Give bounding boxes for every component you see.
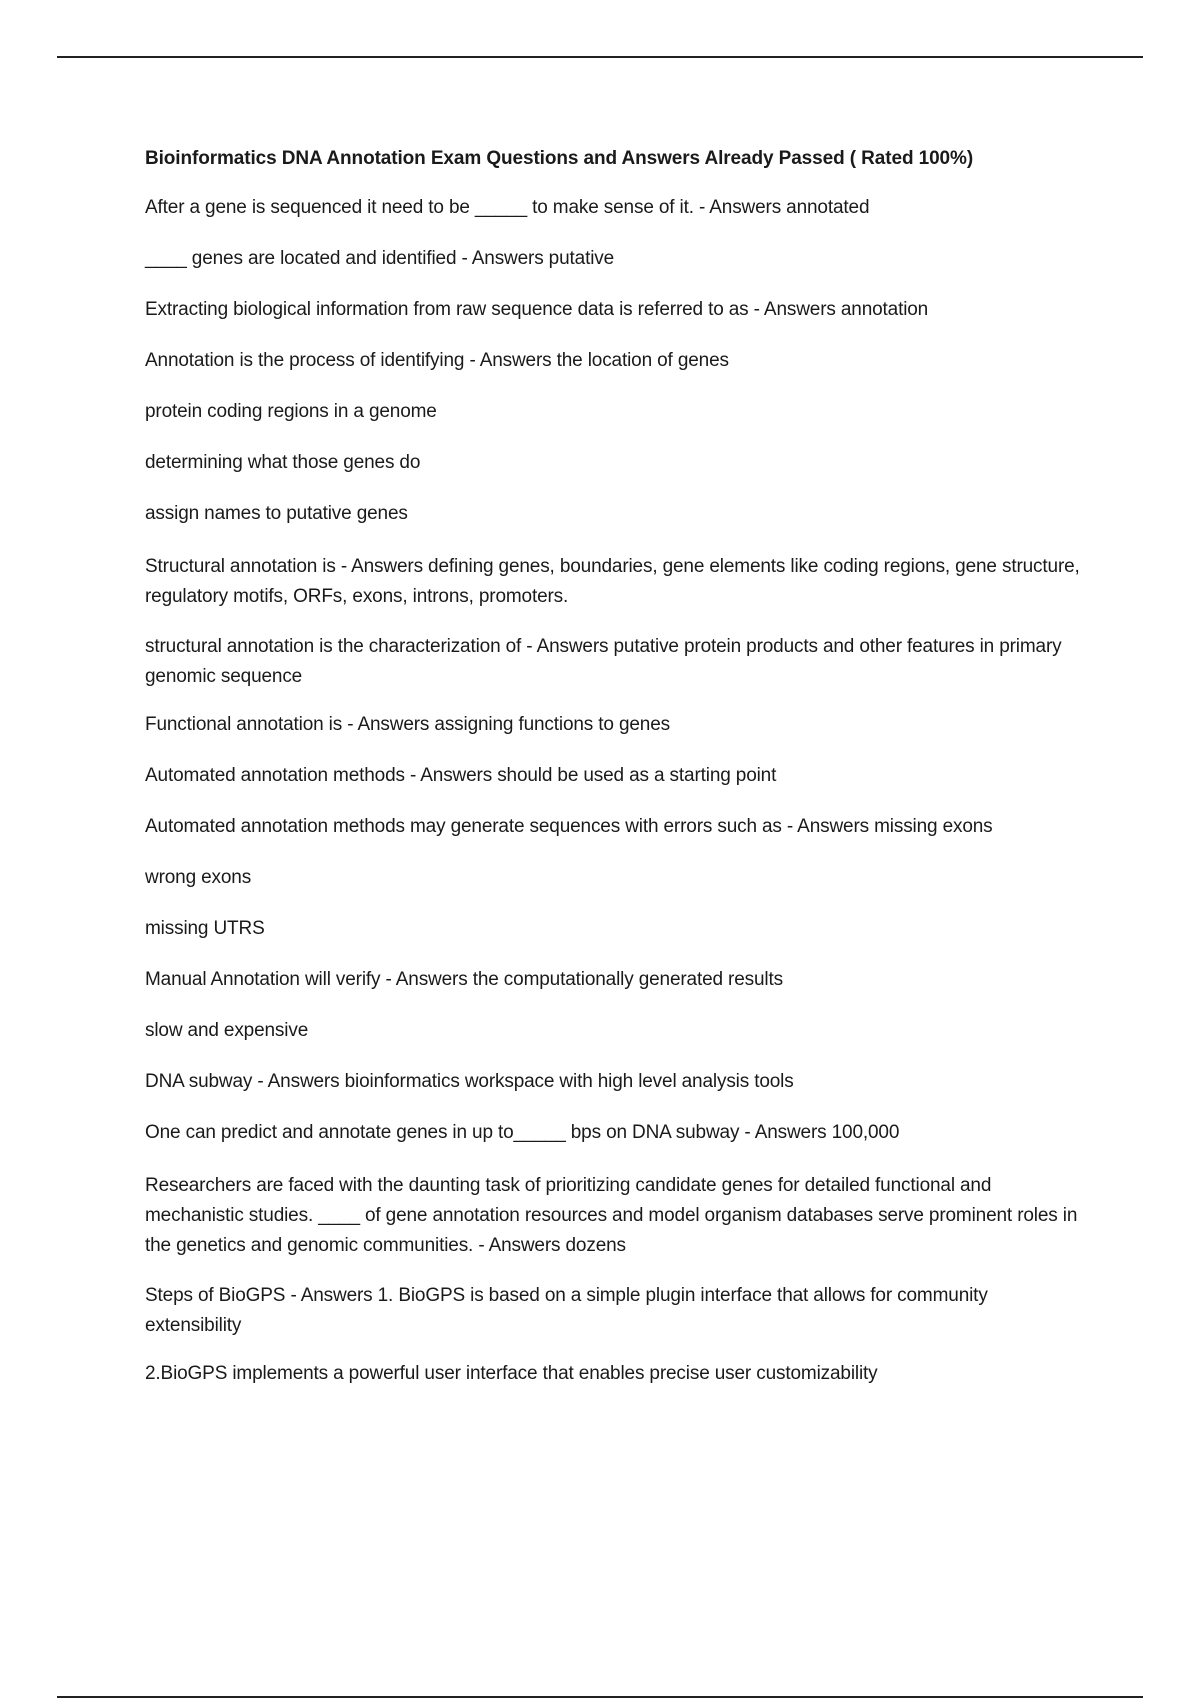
qa-paragraph: One can predict and annotate genes in up to_____ bps on DNA subway - Answers 100,000 bbox=[145, 1122, 900, 1143]
qa-paragraph: Researchers are faced with the daunting task of prioritizing candidate genes for detailed functional and mechanistic studies. ____ of gene annotation resources and model organism databases serve prominent roles in the genetics and genomic communities. - Answers dozens bbox=[145, 1175, 1078, 1256]
qa-paragraph: Automated annotation methods may generate sequences with errors such as - Answers missing exons bbox=[145, 816, 993, 837]
qa-paragraph: Extracting biological information from raw sequence data is referred to as - Answers annotation bbox=[145, 299, 929, 320]
qa-paragraph: After a gene is sequenced it need to be _____ to make sense of it. - Answers annotated bbox=[145, 197, 870, 218]
footer-rule bbox=[57, 1696, 1143, 1698]
qa-paragraph: structural annotation is the characterization of - Answers putative protein products and other features in primary genomic sequence bbox=[145, 636, 1062, 687]
qa-paragraph: ____ genes are located and identified - Answers putative bbox=[145, 248, 615, 269]
qa-paragraph: slow and expensive bbox=[145, 1020, 309, 1041]
qa-paragraph: Annotation is the process of identifying - Answers the location of genes bbox=[145, 350, 729, 371]
qa-paragraph: protein coding regions in a genome bbox=[145, 401, 437, 422]
qa-paragraph: assign names to putative genes bbox=[145, 503, 408, 524]
qa-paragraph: DNA subway - Answers bioinformatics workspace with high level analysis tools bbox=[145, 1071, 794, 1092]
qa-paragraph: Steps of BioGPS - Answers 1. BioGPS is based on a simple plugin interface that allows for community extensibility bbox=[145, 1285, 988, 1336]
document-body bbox=[145, 146, 1080, 1412]
qa-paragraph: Structural annotation is - Answers defining genes, boundaries, gene elements like coding regions, gene structure, regulatory motifs, ORFs, exons, introns, promoters. bbox=[145, 556, 1080, 607]
qa-paragraph: Automated annotation methods - Answers should be used as a starting point bbox=[145, 765, 777, 786]
qa-paragraph: 2.BioGPS implements a powerful user interface that enables precise user customizability bbox=[145, 1363, 878, 1384]
header-rule bbox=[57, 56, 1143, 58]
qa-paragraph: determining what those genes do bbox=[145, 452, 421, 473]
qa-paragraph: Functional annotation is - Answers assigning functions to genes bbox=[145, 714, 670, 735]
qa-paragraph: missing UTRS bbox=[145, 918, 265, 939]
qa-paragraph: wrong exons bbox=[145, 867, 252, 888]
document-title: Bioinformatics DNA Annotation Exam Questions and Answers Already Passed ( Rated 100%) bbox=[145, 148, 974, 169]
qa-paragraph: Manual Annotation will verify - Answers the computationally generated results bbox=[145, 969, 783, 990]
